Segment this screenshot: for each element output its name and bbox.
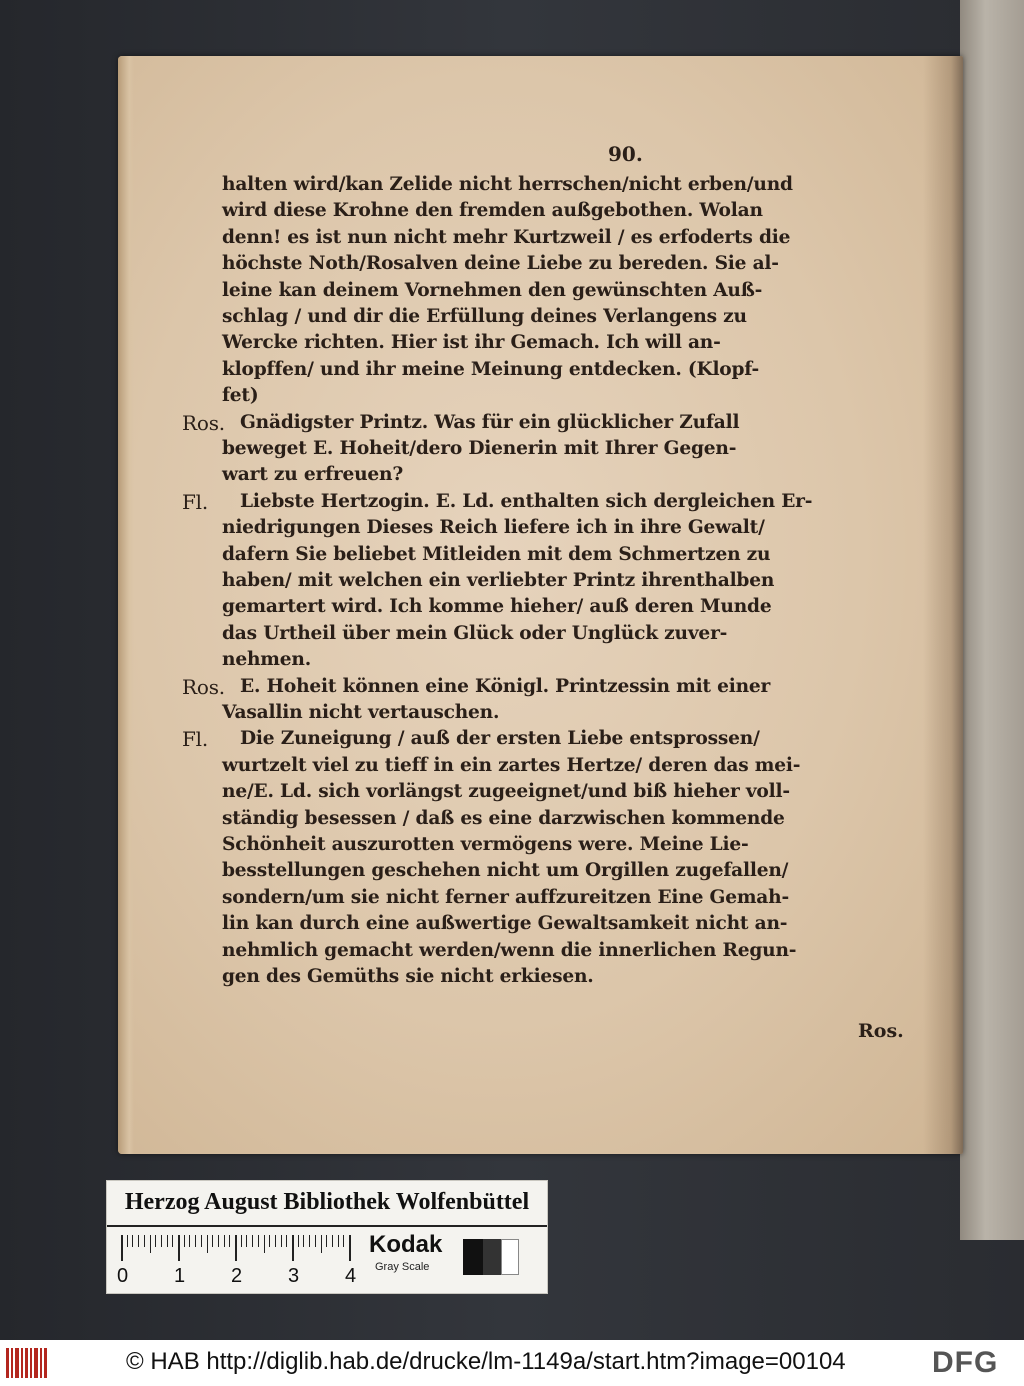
ruler-tick (155, 1235, 156, 1247)
page-gutter (923, 56, 963, 1154)
ruler-number: 4 (345, 1265, 357, 1287)
ruler-tick (144, 1235, 145, 1247)
library-label-card (106, 1180, 548, 1294)
ruler-tick (224, 1235, 225, 1247)
text-line: E. Hoheit können eine Königl. Printzessin mit einer (240, 675, 771, 697)
gray-swatch-light (501, 1239, 519, 1275)
text-line: fet) (222, 385, 259, 407)
ruler-tick (138, 1235, 139, 1247)
text-line: schlag / und dir die Erfüllung deines Verlangens zu (222, 306, 747, 327)
ruler-tick (172, 1235, 173, 1247)
adjacent-page-edge (960, 0, 1024, 1240)
ruler-tick (246, 1235, 247, 1247)
ruler-tick (127, 1235, 128, 1247)
kodak-brand: Kodak (369, 1231, 443, 1258)
ruler-tick (252, 1235, 253, 1247)
text-line: ständig besessen / daß es eine darzwischen kommende (222, 807, 785, 829)
ruler-tick (303, 1235, 304, 1247)
ruler-tick (309, 1235, 310, 1247)
text-line: wart zu erfreuen? (222, 464, 404, 486)
ruler-number: 3 (288, 1265, 300, 1287)
text-line: das Urtheil über mein Glück oder Unglück zuver- (222, 622, 728, 644)
text-line: Vasallin nicht vertauschen. (222, 702, 500, 723)
text-line: denn! es ist nun nicht mehr Kurtzweil / es erfoderts die (222, 226, 791, 248)
ruler-tick (184, 1235, 185, 1247)
speaker-label: Fl. (182, 489, 209, 514)
text-line: lin kan durch eine außwertige Gewaltsamkeit nicht an- (222, 913, 788, 935)
text-line: wird diese Krohne den fremden außgebothen. Wolan (222, 200, 763, 222)
text-line: dafern Sie beliebet Mitleiden mit dem Schmertzen zu (222, 543, 771, 565)
ruler-tick (269, 1235, 270, 1247)
ruler-tick (315, 1235, 316, 1247)
dfg-logo: DFG (932, 1346, 999, 1379)
speaker-label: Ros. (182, 410, 225, 435)
ruler-tick (167, 1235, 168, 1247)
text-line: leine kan deinem Vornehmen den gewünschten Auß- (222, 279, 763, 301)
kodak-subtitle: Gray Scale (375, 1261, 430, 1273)
ruler-tick (132, 1235, 133, 1247)
text-line: Die Zuneigung / auß der ersten Liebe entsprossen/ (240, 728, 760, 750)
text-line: Liebste Hertzogin. E. Ld. enthalten sich dergleichen Er- (240, 490, 813, 512)
ruler-tick (201, 1235, 202, 1247)
speaker-label: Fl. (182, 727, 209, 752)
ruler-tick (229, 1235, 230, 1247)
ruler-number: 2 (231, 1265, 243, 1287)
text-line: nehmen. (222, 649, 311, 671)
text-line: nehmlich gemacht werden/wenn die innerlichen Regun- (222, 939, 797, 961)
text-line: klopffen/ und ihr meine Meinung entdecken. (Klopf- (222, 358, 759, 380)
scale-ruler (121, 1235, 353, 1261)
ruler-tick (349, 1235, 351, 1261)
ruler-tick (218, 1235, 219, 1247)
ruler-tick (264, 1235, 265, 1253)
text-line: Wercke richten. Hier ist ihr Gemach. Ich will an- (222, 332, 721, 354)
text-line: gemartert wird. Ich komme hieher/ auß deren Munde (222, 596, 772, 618)
ruler-tick (338, 1235, 339, 1247)
ruler-tick (275, 1235, 276, 1247)
ruler-tick (150, 1235, 151, 1253)
gray-swatch-mid (483, 1239, 501, 1275)
ruler-tick (178, 1235, 180, 1261)
page-number: 90. (608, 142, 643, 166)
text-line: sondern/um sie nicht ferner auffzureitzen Eine Gemah- (222, 886, 789, 908)
ruler-tick (189, 1235, 190, 1247)
copyright-url[interactable]: © HAB http://diglib.hab.de/drucke/lm-1149a/start.htm?image=00104 (126, 1348, 846, 1375)
text-line: ne/E. Ld. sich vorlängst zugeeignet/und biß hieher voll- (222, 781, 790, 803)
ruler-tick (326, 1235, 327, 1247)
text-line: Gnädigster Printz. Was für ein glücklicher Zufall (240, 411, 740, 433)
text-line: gen des Gemüths sie nicht erkiesen. (222, 966, 594, 987)
footer-bar (0, 1340, 1024, 1386)
speaker-label: Ros. (182, 674, 225, 699)
text-line: besstellungen geschehen nicht um Orgillen zugefallen/ (222, 860, 789, 882)
text-line: Schönheit auszurotten vermögens were. Meine Lie- (222, 834, 749, 855)
ruler-tick (195, 1235, 196, 1247)
text-line: beweget E. Hoheit/dero Dienerin mit Ihrer Gegen- (222, 438, 737, 459)
text-line: niedrigungen Dieses Reich liefere ich in ihre Gewalt/ (222, 517, 765, 539)
institution-name: Herzog August Bibliothek Wolfenbüttel (124, 1189, 530, 1215)
ruler-number: 0 (117, 1265, 129, 1287)
ruler-tick (207, 1235, 208, 1253)
ruler-tick (281, 1235, 282, 1247)
text-line: halten wird/kan Zelide nicht herrschen/nicht erben/und (222, 174, 793, 195)
page-fore-edge (118, 56, 134, 1154)
ruler-tick (161, 1235, 162, 1247)
ruler-tick (241, 1235, 242, 1247)
text-line: haben/ mit welchen ein verliebter Printz ihrenthalben (222, 570, 775, 591)
ruler-tick (286, 1235, 287, 1247)
gray-swatch-dark (463, 1239, 483, 1275)
ruler-tick (321, 1235, 322, 1253)
ruler-tick (298, 1235, 299, 1247)
label-divider (107, 1225, 547, 1227)
ruler-tick (332, 1235, 333, 1247)
text-line: höchste Noth/Rosalven deine Liebe zu bereden. Sie al- (222, 253, 779, 275)
text-line: wurtzelt viel zu tieff in ein zartes Hertze/ deren das mei- (222, 754, 801, 776)
ruler-tick (343, 1235, 344, 1247)
catchword: Ros. (858, 1020, 904, 1042)
ruler-tick (235, 1235, 237, 1261)
ruler-tick (212, 1235, 213, 1247)
ruler-tick (121, 1235, 123, 1261)
barcode-icon (6, 1348, 48, 1378)
ruler-tick (292, 1235, 294, 1261)
ruler-number: 1 (174, 1265, 186, 1287)
ruler-tick (258, 1235, 259, 1247)
